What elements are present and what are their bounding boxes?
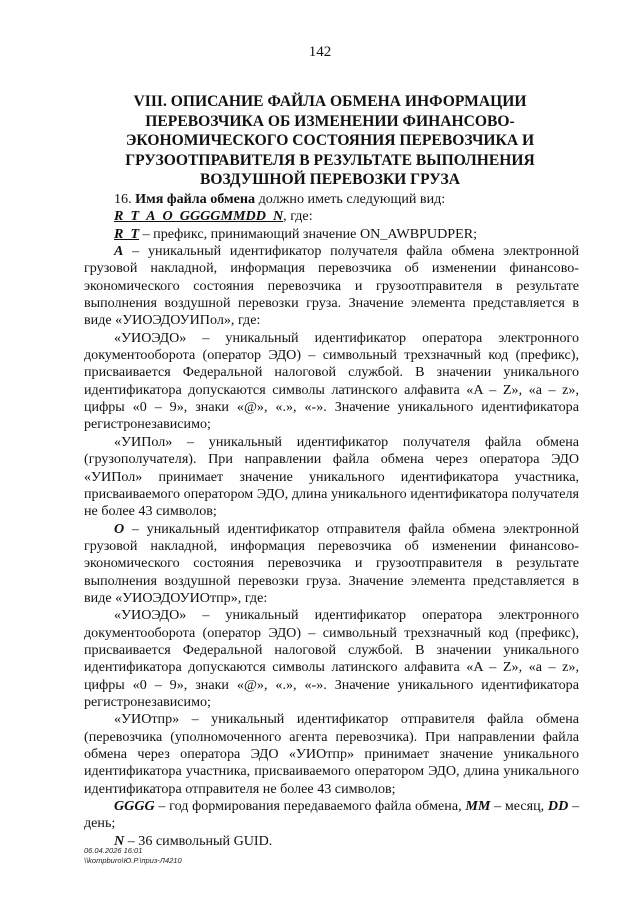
definition-sender-id: «УИОтпр» – уникальный идентификатор отправителя файла обмена (перевозчика (уполномоченного агента перевозчика). При направлении файла обмена через оператора ЭДО «УИОтпр» принимает значение уникального идентификатора участника, присваиваемого оператором ЭДО, длина уникального идентификатора отправителя не более 43 символов; [84,711,579,797]
definition-operator-id-2: «УИОЭДО» – уникальный идентификатор оператора электронного документооборота (оператор ЭДО) – символьный трехзначный код (префикс), присваивается Федеральной налоговой службой. В значении уникального идентификатора допускаются символы латинского алфавита «A – Z», «a – z», цифры «0 – 9», знаки «@», «.», «-». Значение уникального идентификатора регистронезависимо; [84,607,579,710]
paragraph-text: – год формирования передаваемого файла обмена, [154,798,466,815]
footer-path: \\kompburo\Ю.Р.\приз-Л4210 [84,855,182,865]
document-body [84,191,579,850]
definition-sender [84,521,579,608]
code-term: R_T [114,225,140,242]
code-term: N [114,832,125,849]
pattern-code: R_T_A_O_GGGGMMDD_N [114,208,284,225]
term-file-name: Имя файла обмена [135,191,256,207]
code-term: DD [547,798,569,815]
paragraph-text: – месяц, [490,798,548,815]
definition-date [84,798,579,833]
paragraph-text: – день; [84,798,579,832]
code-term: MM [465,798,491,815]
footer-date: 06.04.2026 16:01 [84,846,143,855]
paragraph-text: – 36 символьный GUID. [124,832,273,849]
definition-recipient-id: «УИПол» – уникальный идентификатор получателя файла обмена (грузополучателя). При направлении файла обмена через оператора ЭДО «УИПол» принимает значение уникального идентификатора участника, присваиваемого оператором ЭДО, длина уникального идентификатора получателя не более 43 символов; [84,433,579,520]
item-number: 16. [114,191,136,207]
definition-operator-id: «УИОЭДО» – уникальный идентификатор оператора электронного документооборота (оператор ЭДО) – символьный трехзначный код (префикс), присваивается Федеральной налоговой службой. В значении уникального идентификатора допускаются символы латинского алфавита «A – Z», «a – z», цифры «0 – 9», знаки «@», «.», «-». Значение уникального идентификатора регистронезависимо; [84,329,579,433]
paragraph-text: – уникальный идентификатор получателя файла обмена электронной грузовой накладной, информация перевозчика об изменении финансово-экономического состояния перевозчика и грузоотправителя в результате выполнения воздушной перевозки груза. Значение элемента представляется в виде «УИОЭДОУИПол», где: [84,243,579,329]
code-term: O [114,520,125,537]
paragraph-text: должно иметь следующий вид: [255,191,446,207]
section-title: VIII. ОПИСАНИЕ ФАЙЛА ОБМЕНА ИНФОРМАЦИИ ПЕРЕВОЗЧИКА ОБ ИЗМЕНЕНИИ ФИНАНСОВО-ЭКОНОМИЧЕСКОГО СОСТОЯНИЯ ПЕРЕВОЗЧИКА И ГРУЗООТПРАВИТЕЛЯ В РЕЗУЛЬТАТЕ ВЫПОЛНЕНИЯ ВОЗДУШНОЙ ПЕРЕВОЗКИ ГРУЗА [125,93,535,188]
paragraph-16 [84,191,579,208]
definition-recipient [84,243,579,330]
definition-prefix [84,226,579,243]
file-name-pattern [84,208,579,225]
paragraph-text: – уникальный идентификатор отправителя файла обмена электронной грузовой накладной, информация перевозчика об изменении финансово-экономического состояния перевозчика и грузоотправителя в результате выполнения воздушной перевозки груза. Значение элемента представляется в виде «УИОЭДОУИОтпр», где: [84,520,579,606]
code-term: GGGG [114,798,155,815]
footer-stamp [84,846,182,865]
paragraph-text: – префикс, принимающий значение ON_AWBPUDPER; [139,225,478,242]
page-number: 142 [308,44,332,60]
code-term: A [114,243,124,260]
paragraph-text: , где: [283,208,313,225]
